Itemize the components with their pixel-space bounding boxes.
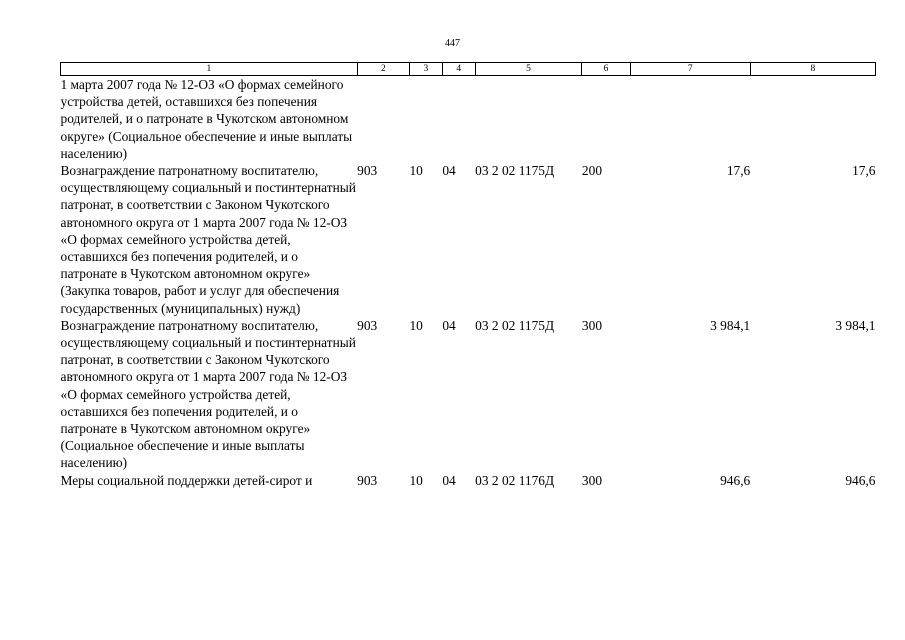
subsection-code-cell: 04	[442, 317, 456, 333]
subsection-code-cell: 04	[442, 163, 456, 179]
row-name-cell: 1 марта 2007 года № 12-ОЗ «О формах семейного устройства детей, оставшихся без попечения родителей, и о патронате в Чукотском автономном округе» (Социальное обеспечение и иные выплаты населению)	[60, 77, 353, 161]
ministry-code-cell: 903	[357, 317, 378, 333]
amount-col8-cell: 946,6	[845, 472, 876, 488]
column-number-header-row	[61, 63, 876, 76]
column-header: 5	[475, 63, 582, 76]
column-header: 4	[442, 63, 475, 76]
ministry-code-cell: 903	[357, 163, 378, 179]
section-code-cell	[409, 76, 442, 163]
expense-type-cell: 300	[581, 472, 603, 488]
subsection-code-cell: 04	[442, 472, 456, 488]
table-row	[61, 162, 876, 317]
ministry-code-cell	[357, 76, 409, 163]
amount-col7-cell: 17,6	[726, 163, 751, 179]
amount-col8-cell: 17,6	[852, 163, 876, 179]
target-article-cell: 03 2 02 1176Д	[475, 472, 555, 488]
amount-col7-cell: 3 984,1	[710, 317, 751, 333]
column-header: 3	[409, 63, 442, 76]
column-header: 2	[357, 63, 409, 76]
target-article-cell: 03 2 02 1175Д	[475, 163, 555, 179]
section-code-cell: 10	[409, 163, 423, 179]
ministry-code-cell: 903	[357, 472, 378, 488]
column-header: 1	[61, 63, 358, 76]
column-header: 6	[582, 63, 630, 76]
section-code-cell: 10	[409, 472, 423, 488]
expense-type-cell: 300	[581, 317, 603, 333]
amount-col8-cell	[750, 76, 875, 163]
amount-col8-cell: 3 984,1	[835, 317, 876, 333]
table-row	[61, 317, 876, 472]
column-header: 7	[630, 63, 750, 76]
row-name-cell: Меры социальной поддержки детей-сирот и	[60, 472, 313, 488]
row-name-cell: Вознаграждение патронатному воспитателю, осуществляющему социальный и постинтернатный патронат, в соответствии с Законом Чукотского автономного округа от 1 марта 2007 года № 12-ОЗ «О формах семейного устройства детей, оставшихся без попечения родителей, и о патронате в Чукотском автономном округе» (Социальное обеспечение и иные выплаты населению)	[60, 317, 356, 471]
section-code-cell: 10	[409, 317, 423, 333]
amount-col7-cell	[630, 76, 750, 163]
target-article-cell	[475, 76, 582, 163]
table-row	[61, 76, 876, 163]
expense-type-cell: 200	[581, 163, 603, 179]
budget-table	[60, 62, 876, 489]
expense-type-cell	[582, 76, 630, 163]
page-number: 447	[445, 38, 460, 49]
table-row	[61, 472, 876, 489]
subsection-code-cell	[442, 76, 475, 163]
column-header: 8	[750, 63, 875, 76]
amount-col7-cell: 946,6	[720, 472, 751, 488]
row-name-cell: Вознаграждение патронатному воспитателю, осуществляющему социальный и постинтернатный патронат, в соответствии с Законом Чукотского автономного округа от 1 марта 2007 года № 12-ОЗ «О формах семейного устройства детей, оставшихся без попечения родителей, и о патронате в Чукотском автономном округе» (Закупка товаров, работ и услуг для обеспечения государственных (муниципальных) нужд)	[60, 163, 356, 316]
target-article-cell: 03 2 02 1175Д	[475, 317, 555, 333]
